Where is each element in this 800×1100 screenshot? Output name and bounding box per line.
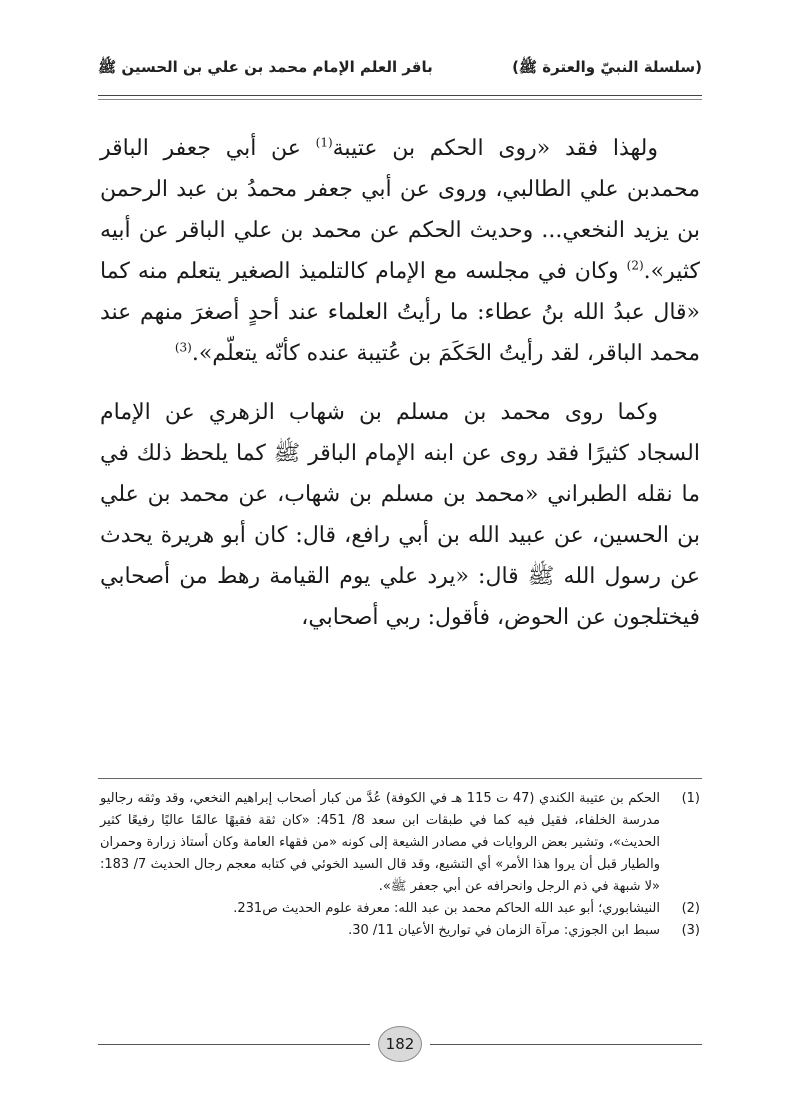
folio-rule-right bbox=[430, 1044, 702, 1045]
footnotes bbox=[100, 788, 700, 942]
footnote-ref-1[interactable]: (1) bbox=[315, 135, 333, 150]
footnote-number: (2) bbox=[681, 901, 700, 916]
paragraph-1 bbox=[100, 128, 700, 374]
header-rule bbox=[98, 95, 702, 96]
footnote-3 bbox=[100, 920, 700, 942]
series-title: (سلسلة النبيّ والعترة ﷺ) bbox=[512, 58, 702, 76]
footnote-separator bbox=[98, 778, 702, 779]
footnote-text: النيشابوري؛ أبو عبد الله الحاكم محمد بن عبد الله: معرفة علوم الحديث ص231. bbox=[233, 901, 660, 916]
page-number: 182 bbox=[378, 1026, 422, 1062]
footnote-1 bbox=[100, 788, 700, 898]
footnote-ref-3[interactable]: (3) bbox=[174, 340, 192, 355]
header-rule-thin bbox=[98, 99, 702, 100]
folio-rule-left bbox=[98, 1044, 370, 1045]
running-header bbox=[98, 50, 702, 88]
footnote-2 bbox=[100, 898, 700, 920]
paragraph-2: وكما روى محمد بن مسلم بن شهاب الزهري عن الإمام السجاد كثيرًا فقد روى عن ابنه الإمام الباقر ﷺ كما يلحظ ذلك في ما نقله الطبراني «محمد بن مسلم بن شهاب، عن محمد بن علي بن الحسين، عن عبيد الله بن أبي رافع، قال: كان أبو هريرة يحدث عن رسول الله ﷺ قال: «يرد علي يوم القيامة رهط من أصحابي فيختلجون عن الحوض، فأقول: ربي أصحابي، bbox=[100, 400, 700, 630]
book-title: باقر العلم الإمام محمد بن علي بن الحسين ﷺ bbox=[98, 58, 433, 76]
p1-text-a: ولهذا فقد «روى الحكم بن عتيبة bbox=[332, 136, 658, 161]
p1-text-b: عن أبي جعفر الباقر محمدبن علي الطالبي، وروى عن أبي جعفر محمدُ بن عبد الرحمن بن يزيد النخعي... وحديث الحكم عن محمد بن علي الباقر عن أبيه كثير». bbox=[100, 136, 700, 284]
footnote-text: سبط ابن الجوزي: مرآة الزمان في تواريخ الأعيان 11/ 30. bbox=[348, 923, 660, 938]
footnote-number: (3) bbox=[681, 923, 700, 938]
footnote-number: (1) bbox=[681, 791, 700, 806]
page-folio bbox=[98, 1024, 702, 1064]
footnote-text: الحكم بن عتيبة الكندي (47 ت 115 هـ في الكوفة) عُدَّ من كبار أصحاب إبراهيم النخعي، وقد وثقه رجاليو مدرسة الخلفاء، فقيل فيه كما في طبقات ابن سعد 8/ 451: «كان ثقة فقيهًا عالمًا عاليًا رفيعًا كثير الحديث»، وتشير بعض الروايات في مصادر الشيعة إلى كونه «من فقهاء العامة وكان أستاذ زرارة وحمران والطيار قبل أن يروا هذا الأمر» أي التشيع، وقد قال السيد الخوئي في كتابه معجم رجال الحديث 7/ 183: «لا شبهة في ذم الرجل وانحرافه عن أبي جعفر ﷺ». bbox=[100, 791, 660, 894]
footnote-ref-2[interactable]: (2) bbox=[626, 258, 644, 273]
p1-text-c: وكان في مجلسه مع الإمام كالتلميذ الصغير يتعلم منه كما «قال عبدُ الله بنُ عطاء: ما رأيتُ العلماء عند أحدٍ أصغرَ منهم عند محمد الباقر، لقد رأيتُ الحَكَمَ بن عُتيبة عنده كأنّه يتعلّم». bbox=[100, 259, 700, 366]
main-text bbox=[100, 128, 700, 656]
